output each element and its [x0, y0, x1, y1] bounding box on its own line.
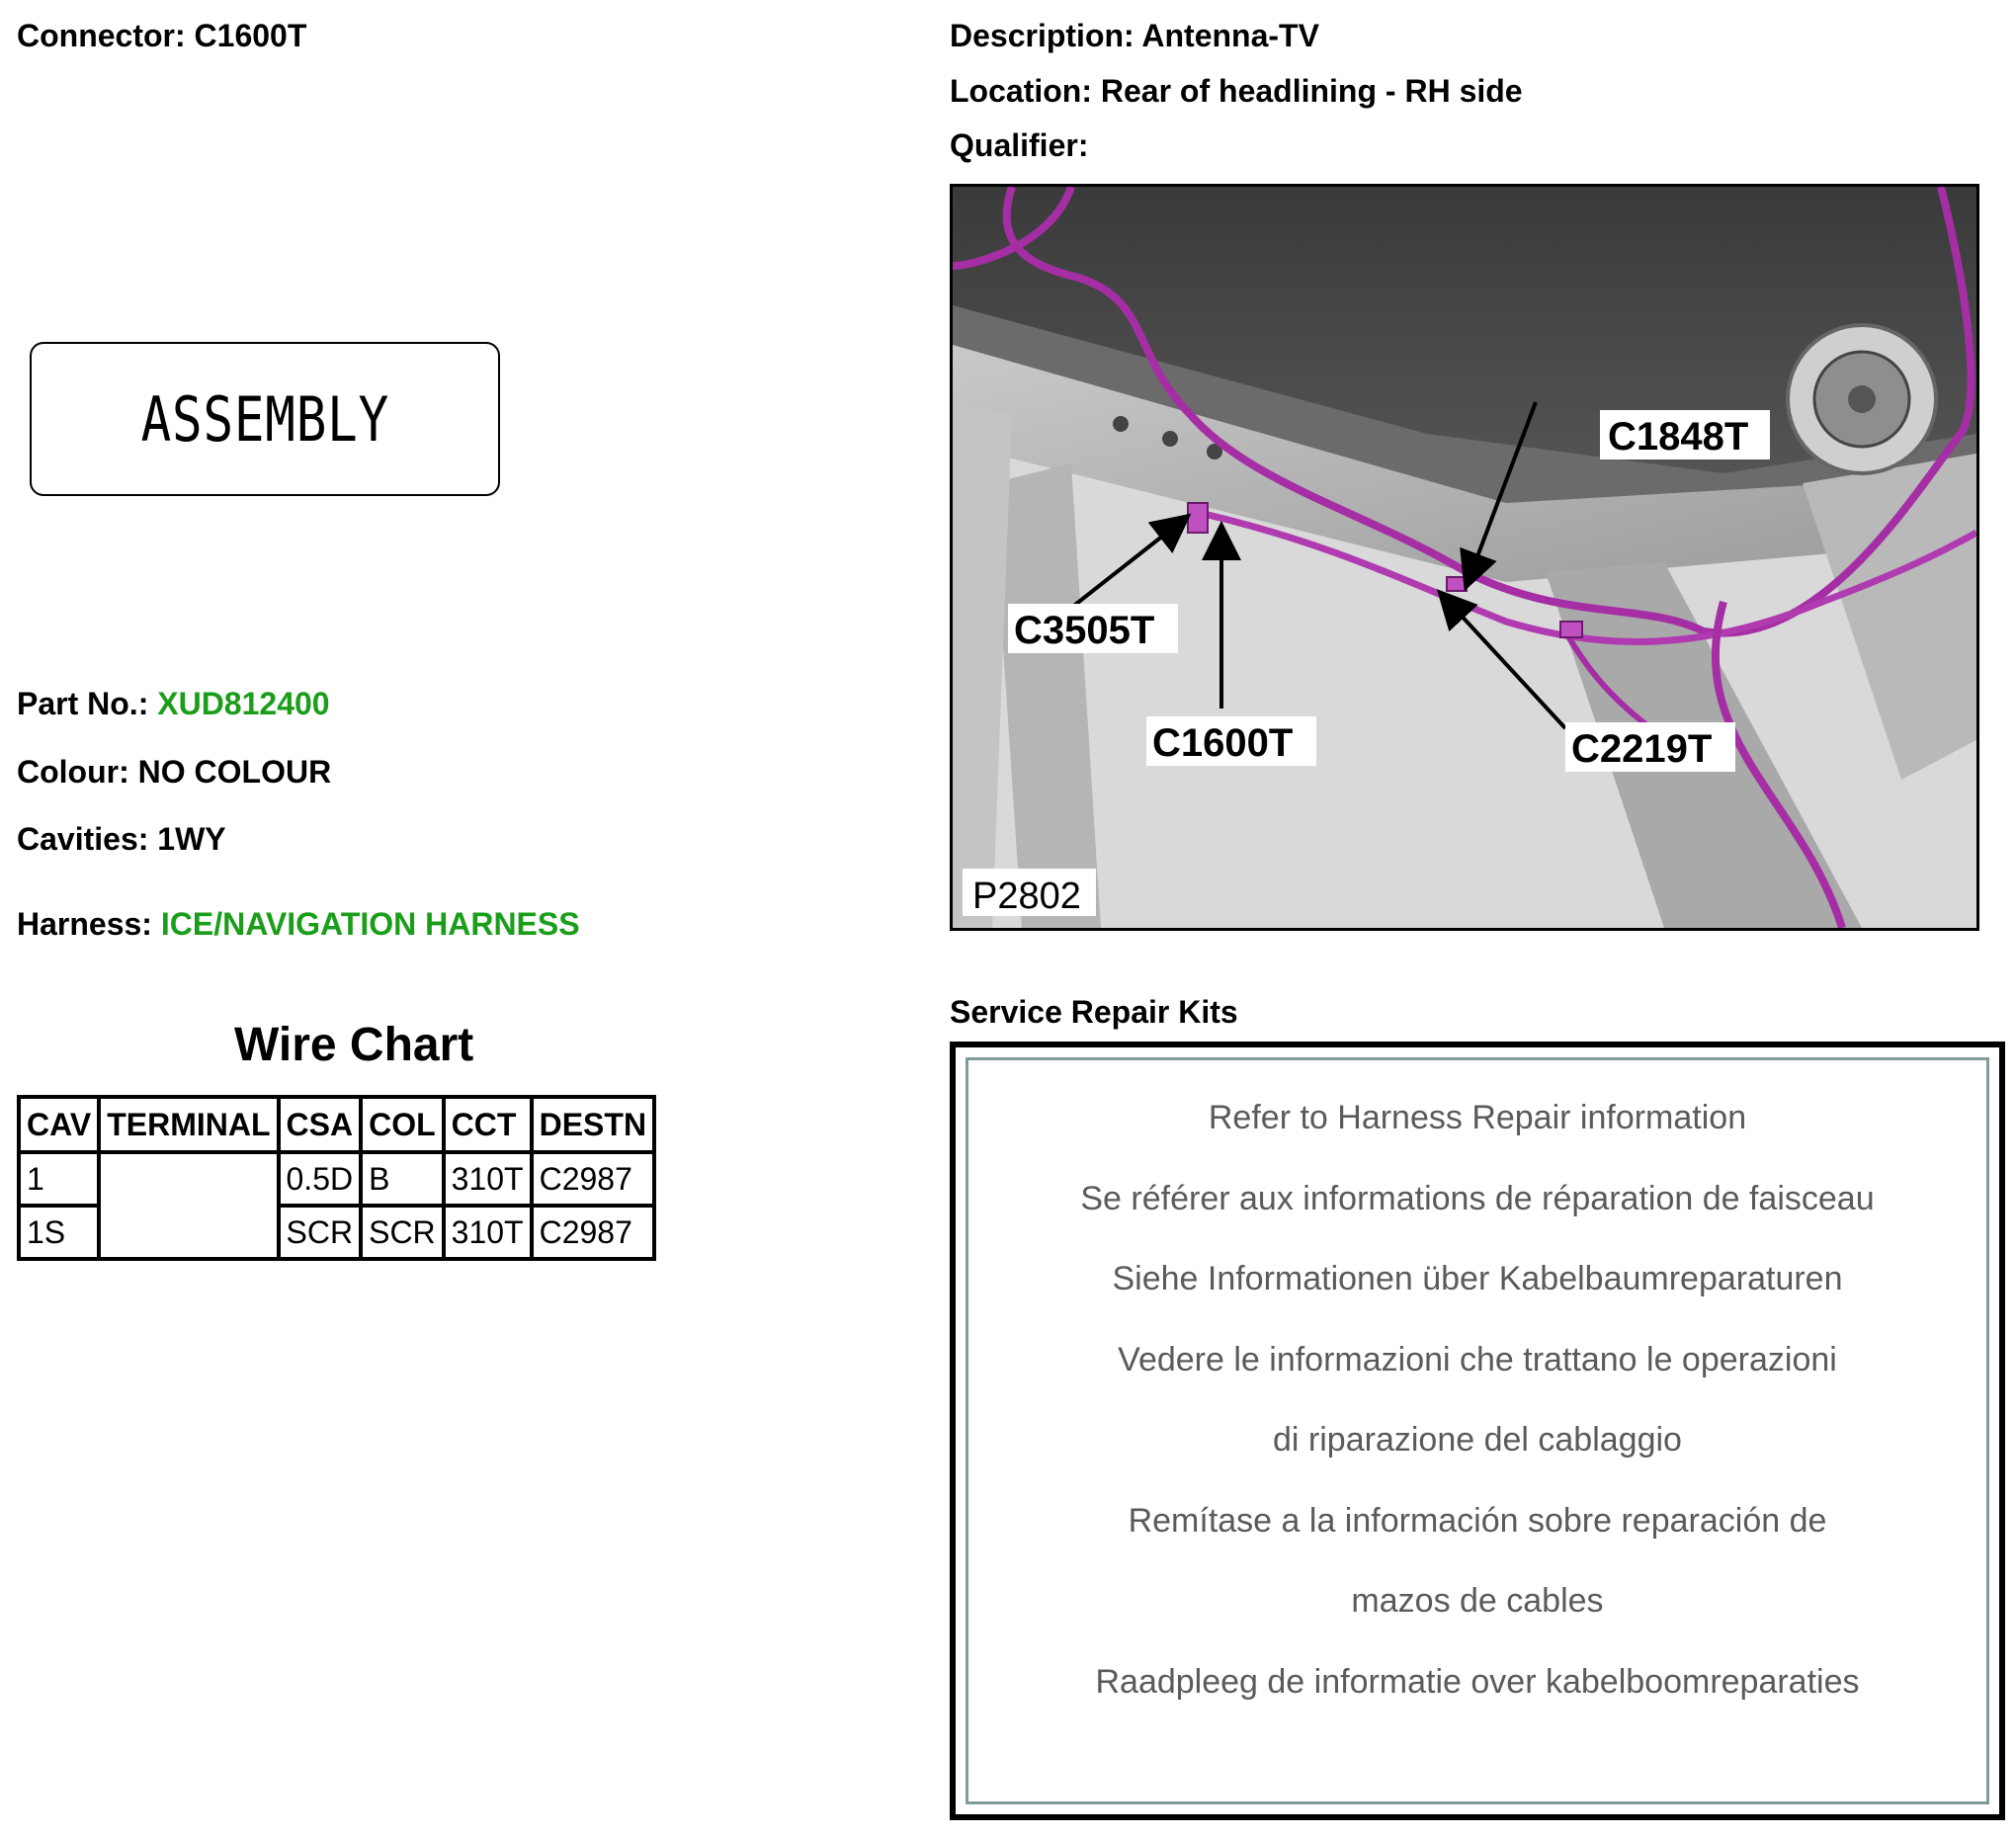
description-field [950, 18, 1319, 54]
part-number-label: Part No.: [17, 686, 149, 721]
colour-value: NO COLOUR [137, 754, 332, 790]
photo-ref: P2802 [972, 876, 1081, 917]
harness-field [17, 906, 580, 943]
location-field [950, 73, 1523, 110]
kit-line: Remítase a la información sobre reparación de [1128, 1501, 1827, 1540]
table-row [19, 1152, 654, 1206]
service-kits-title: Service Repair Kits [950, 994, 1238, 1030]
harness-label: Harness: [17, 906, 152, 942]
part-number-link[interactable]: XUD812400 [157, 686, 330, 721]
kit-line: Refer to Harness Repair information [1208, 1099, 1747, 1136]
cavities-label: Cavities: [17, 821, 149, 857]
location-label: Location: [950, 73, 1092, 109]
callout-c2219t: C2219T [1571, 727, 1713, 771]
connector-label: Connector: [17, 18, 186, 53]
header-cct: CCT [444, 1097, 532, 1152]
kit-line: Siehe Informationen über Kabelbaumreparaturen [1112, 1260, 1843, 1297]
location-value: Rear of headlining - RH side [1100, 73, 1523, 109]
col-cell: B [361, 1152, 444, 1206]
header-terminal: TERMINAL [99, 1097, 278, 1152]
header-destn: DESTN [532, 1097, 654, 1152]
part-number-field [17, 686, 330, 722]
connector-location-photo [950, 184, 1979, 931]
colour-label: Colour: [17, 754, 129, 790]
colour-field [17, 754, 331, 791]
wire-chart-title: Wire Chart [234, 1019, 474, 1071]
qualifier-label: Qualifier: [950, 127, 1089, 163]
cct-cell: 310T [444, 1152, 532, 1206]
csa-cell: SCR [279, 1206, 362, 1259]
cav-cell: 1 [19, 1152, 99, 1206]
assembly-box [30, 342, 500, 496]
header-cav: CAV [19, 1097, 99, 1152]
kit-line: Raadpleeg de informatie over kabelboomreparaties [1095, 1662, 1860, 1701]
kit-line: Vedere le informazioni che trattano le operazioni [1118, 1340, 1837, 1378]
callout-c1600t: C1600T [1152, 721, 1294, 765]
header-col: COL [361, 1097, 444, 1152]
description-label: Description: [950, 18, 1134, 53]
connector-field [17, 18, 306, 54]
col-cell: SCR [361, 1206, 444, 1259]
destn-cell: C2987 [532, 1206, 654, 1259]
wire-chart-header-row [19, 1097, 654, 1152]
kit-line: Se référer aux informations de réparation de faisceau [1080, 1179, 1875, 1217]
service-kits-inner [966, 1057, 1989, 1804]
callout-c1848t: C1848T [1608, 415, 1749, 459]
connector-value: C1600T [194, 18, 307, 53]
header-csa: CSA [279, 1097, 362, 1152]
csa-cell: 0.5D [279, 1152, 362, 1206]
qualifier-field [950, 127, 1088, 164]
cct-cell: 310T [444, 1206, 532, 1259]
description-value: Antenna-TV [1141, 18, 1319, 53]
kit-line: di riparazione del cablaggio [1273, 1421, 1682, 1459]
vehicle-interior-illustration [953, 187, 1976, 928]
cavities-value: 1WY [157, 821, 226, 857]
terminal-cell [99, 1152, 278, 1259]
destn-cell: C2987 [532, 1152, 654, 1206]
cavities-field [17, 821, 226, 858]
harness-link[interactable]: ICE/NAVIGATION HARNESS [160, 906, 580, 942]
cav-cell: 1S [19, 1206, 99, 1259]
assembly-label: ASSEMBLY [140, 382, 389, 456]
callout-c3505t: C3505T [1014, 609, 1155, 652]
kit-line: mazos de cables [1351, 1582, 1604, 1620]
service-kits-box [950, 1042, 2005, 1820]
wire-chart-table [17, 1095, 656, 1261]
